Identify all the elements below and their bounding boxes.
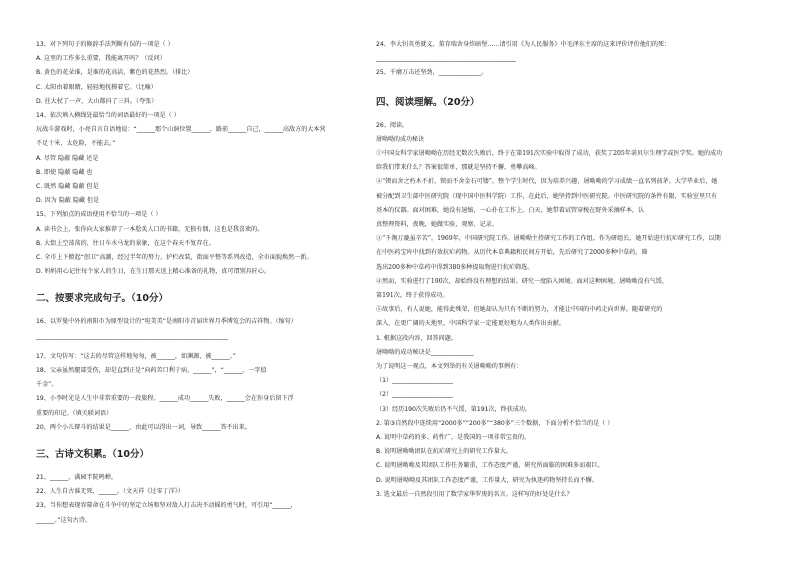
q20: 20、两个小儿辩斗的结果是______，由此可以得出一词，导致______答不出来。 <box>36 423 251 431</box>
sub-q1-sub: 为了说明这一观点，本文列举的有关屠呦呦的事例有： <box>376 363 523 371</box>
q21: 21、______，满园半院鸣蝉。 <box>36 474 117 482</box>
q23-line-1: 23、当你想表现容幕命在斗争中的坚定立场和坚对敌人打击决不动摇的勇气时，可引用“______， <box>36 502 297 510</box>
q23-line-2: ______。”这句古诗。 <box>36 516 91 524</box>
sub-q2-stem: 2. 第③自然段中连续用“2000多”“200多”“380多”三个数据，下面分析不恰当的是（ ） <box>376 419 614 427</box>
left-column <box>36 38 388 528</box>
q17: 17、文句仿写：“这去的尽管这样地匆匆，被______，如渊源，被______。” <box>36 352 236 360</box>
section-4-title: 四、阅读理解。（20分） <box>376 96 480 108</box>
q14-stem: 14、依次填入横线处最恰当的词语最好的一项是（ ） <box>36 112 180 120</box>
article-title: 屠呦呦的成功秘诀 <box>376 135 425 143</box>
article-line: 在中医药宝库中找到有效抗疟药物。从历代本草典籍和民间方开始，先后研究了2000多种中草药，筛 <box>376 249 648 257</box>
article-line: 真整理资料，夜晚，她做实验，观察、记录。 <box>376 221 498 229</box>
q19-line-2: 重要的印记。（填关联词语） <box>36 409 113 417</box>
article-line: ③“千淘万漉虽辛苦”。1969年，中国研究院工作。屠呦呦主持研究工作的工作组。作为研组长，她开始进行抗疟研究工作，以期 <box>376 235 721 243</box>
q15-option-c: C. 全市上下掀起“创卫”高潮，经过半年的努力，护栏改装，街面平整等系列改造，全市面貌焕然一新。 <box>36 254 313 262</box>
q14-line-2: 不足十米，太危险，不能去。” <box>36 140 116 148</box>
q13-option-d: D. 拄大杖了一声，大山都抖了三抖。（夸张） <box>36 97 158 105</box>
article-line: ④然而，实验进行了190次，却始终没有理想的结果。研究一度陷入困境。面对这种困境，屠呦呦没有气馁， <box>376 277 668 285</box>
q14-option-c: C. 既然 隐藏 隐蔽 但是 <box>36 183 99 191</box>
q13-option-c: C. 太阳由着眼睛，轻轻地抚摸着它。（比喻） <box>36 83 157 91</box>
q24-stem: 24、李大钊英勇就义、董存瑞舍身炸暗堡……请引用《为人民服务》中毛泽东主席的这来评价评价他们的死： <box>376 41 671 48</box>
q25: 25、千磨万击还坚劲，______________。 <box>376 69 488 77</box>
sub-q2-option-a: A. 说明中草药的多、药性广，是我国的一项非常宝贵的。 <box>376 434 531 442</box>
sub-q2-option-b: B. 说明屠呦呦团队在抗疟研究上的研究工作量大。 <box>376 448 513 456</box>
q15-option-a: A. 读书会上，张你向大家推荐了一本脍炙人口的书籍，无独有偶，这也是我喜欢的。 <box>36 225 264 233</box>
sub-q1-stem: 1. 根据这段内容，回答问题。 <box>376 334 457 342</box>
sub-q1-answer-line: 屠呦呦的成功秘诀是______________ <box>376 348 474 356</box>
q13-option-b: B. 黄色的花朵谁，是谁的花高洁，紫色的花热烈。（排比） <box>36 69 194 77</box>
sub-q3-stem: 3. 选文最后一自然段引用了数学家华罗庚的名言。这样写的好处是什么？ <box>376 490 573 498</box>
sub-q2-option-d: D. 说明屠呦呦及其团队工作态度严谨，工作量大，研究为执迷药物坚持长而不懈。 <box>376 476 598 484</box>
sub-q1-item-3: （3）经历190次失败后仍不气馁，第191次，终获成功。 <box>376 405 532 413</box>
q15-stem: 15、下列加点的成语使用不恰当的一项是（ ） <box>36 211 162 219</box>
section-3-title: 三、古诗文积累。（10分） <box>36 449 149 461</box>
article-line: 给我们带来什么？答案很简单，那就是坚持不懈，勇攀高峰。 <box>376 164 541 172</box>
q19-line-1: 19、小李时光是人生中非常重要的一段旅程。______成功______失败，______会在你身后留下浮 <box>36 395 294 403</box>
q13-stem: 13、对下列句子的修辞手法判断有误的一项是（ ） <box>36 41 174 48</box>
sub-q2-option-c: C. 说明屠呦呦及其团队工作任务繁重，工作态度严谨，研究所面临的困难多而艰巨。 <box>376 462 604 470</box>
article-line: 第191次，终于获得成功。 <box>376 292 449 300</box>
q22: 22、人生自古谁无死，______。（文天祥《过零丁洋》） <box>36 488 184 496</box>
q26-stem: 26、阅读。 <box>376 121 409 129</box>
q18-line-2: 千金”。 <box>36 381 58 389</box>
q24-answer-line: ______________________________________________ <box>376 55 517 63</box>
q14-option-b: B. 即使 隐蔽 隐藏 也 <box>36 168 93 176</box>
q16-stem: 16、以罗曼中外的南阳市为原型设计的“宛美美”是南阳市首届世界月季博览会的吉祥物。（缩句） <box>36 318 297 326</box>
q18-line-1: 18、父亲虽然腿部受伤，却是直到正是“向药苦口利于病，______”，“______，一字值 <box>36 367 267 375</box>
article-line: ⑤故事后，有人说她，能得此殊荣，但她却认为只有不断的努力，才能让中国的中药走向世界。随着研究的 <box>376 306 663 314</box>
q15-option-d: D. 妈妈用心记住每个家人的生日，在生日那天送上精心准备的礼物，真可谓别具匠心。 <box>36 268 271 276</box>
article-line: ①中国女科学家屠呦呦在历经无数次失败后，终于在第191次实验中取得了成功，获奖了205年诺贝尔生理学或医学奖。她的成功 <box>376 150 723 158</box>
article-line: 选出200多种中草药中得到380多种提取物进行抗疟筛选。 <box>376 263 534 271</box>
article-line: 深入，在更广阔的天地里，中国科学家一定能更好地为人类作出贡献。 <box>376 320 565 328</box>
q14-option-d: D. 因为 隐蔽 隐藏 但是 <box>36 197 100 205</box>
q13-option-a: A. 这里的工作多么重要，我能离开吗？（反问） <box>36 55 166 63</box>
sub-q1-item-2: （2）____________________ <box>376 391 454 399</box>
article-line: ②“锲而舍之朽木不折，锲而不舍金石可镂”。整个学生时代，因为培养兴趣，屠呦呦的学习成绩一直名列前茅。大学毕业后，她 <box>376 178 718 186</box>
article-line: 基本的仪器。面对困难，她没有退缩，一心扑在工作上。白天，她带着试管穿梭在野外采摘样本，认 <box>376 206 645 214</box>
right-column <box>376 38 768 502</box>
q16-answer-line: _______________________________________________________________ <box>36 332 228 340</box>
sub-q1-item-1: （1）____________________ <box>376 377 454 385</box>
section-2-title: 二、按要求完成句子。（10分） <box>36 293 168 305</box>
q15-option-b: B. 大街上空荡荡的，往日车水马龙的景象，在这个春天不复存在。 <box>36 239 215 247</box>
q14-line-1: 玩战斗游戏时，小亮自言自语地说：“______那个山洞位置______，路前______自己，______高敌方的大本营 <box>36 126 326 134</box>
article-line: 被分配到卫生部中医研究院（现中国中医科学院）工作，在此后，她坚持到中医研究院。中医研究院的条件有限，实验室里只有 <box>376 192 718 200</box>
q14-option-a: A. 尽管 隐蔽 隐藏 还是 <box>36 154 99 162</box>
